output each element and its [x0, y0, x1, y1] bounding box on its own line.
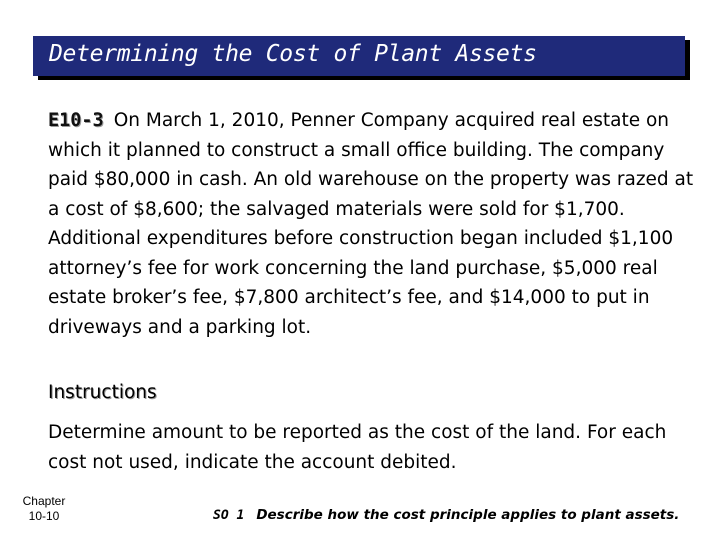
study-objective-footer — [213, 507, 679, 523]
page-number: 10-10 — [28, 509, 60, 523]
exercise-label: E10-3 — [48, 110, 104, 131]
exercise-text: On March 1, 2010, Penner Company acquired real estate on which it planned to construct a small office building. The company paid $80,000 in cash. An old warehouse on the property was razed at a cost of $8,600; the salvaged materials were sold for $1,700. Additional expenditures before construction began included $1,100 attorney’s fee for work concerning the land purchase, $5,000 real estate broker’s fee, $7,800 architect’s fee, and $14,000 to put in driveways and a parking lot. — [48, 110, 694, 338]
slide-title: Determining the Cost of Plant Assets — [49, 41, 537, 67]
chapter-label: Chapter — [22, 494, 66, 508]
instructions-text: Determine amount to be reported as the cost of the land. For each cost not used, indicate the account debited. — [48, 422, 667, 473]
title-bar — [33, 36, 685, 76]
study-objective-text: Describe how the cost principle applies to plant assets. — [256, 507, 680, 523]
instructions-heading: Instructions — [48, 382, 157, 403]
study-objective-label: SO 1 — [213, 508, 245, 523]
chapter-marker — [14, 494, 74, 524]
exercise-paragraph — [48, 106, 698, 342]
